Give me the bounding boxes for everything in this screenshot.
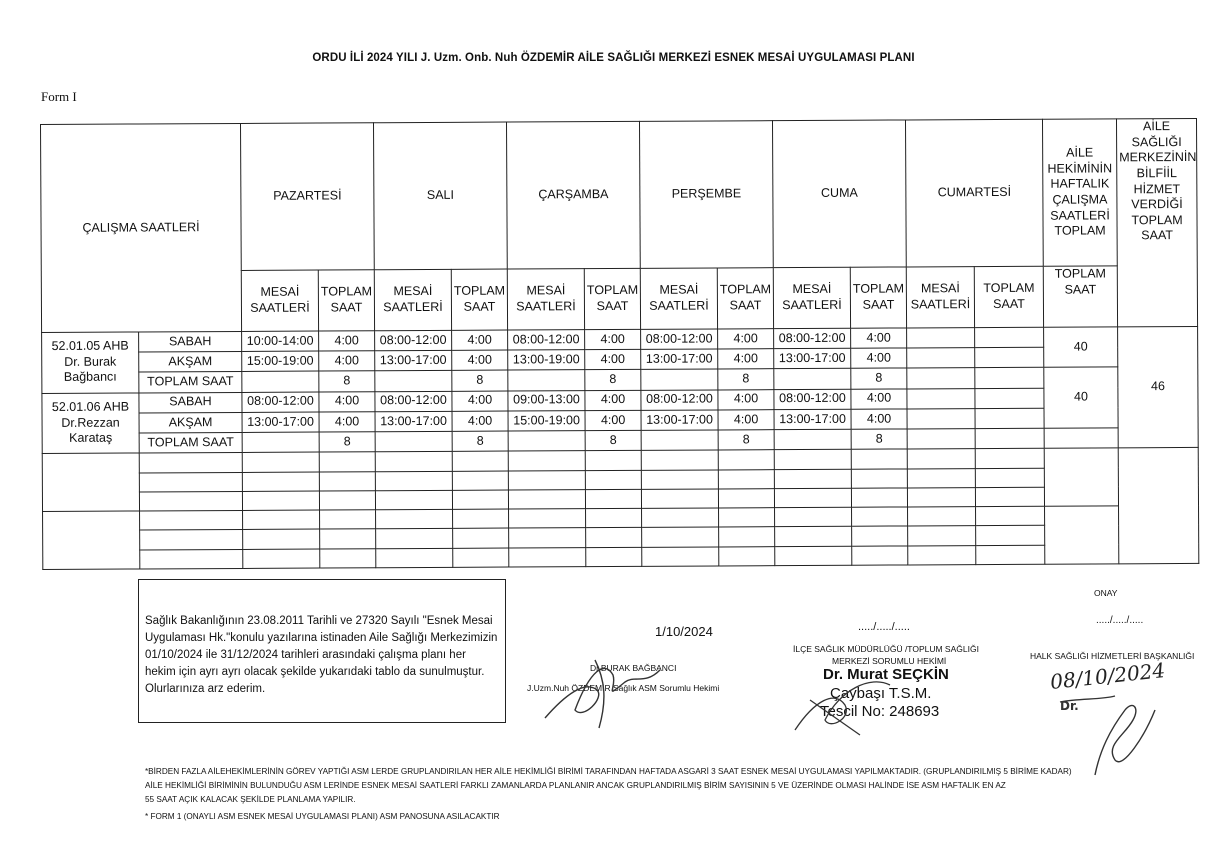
sub-header-mesai: MESAİ SAATLERİ <box>374 269 451 330</box>
day-header: PAZARTESİ <box>241 123 375 271</box>
empty-cell <box>641 450 718 470</box>
total-cell: 4:00 <box>452 330 508 351</box>
day-header: PERŞEMBE <box>640 121 774 269</box>
weekly-total: 40 <box>1044 327 1118 368</box>
empty-cell <box>320 548 376 568</box>
approval-text: Sağlık Bakanlığının 23.08.2011 Tarihli ve 27320 Sayılı "Esnek Mesai Uygulaması Hk."konulu yazılarına istinaden Aile Sağlığı Merkezimizin 01/10/2024 ile 31/12/2024 tarihleri arasındaki çalışma planı her hekim için ayrı ayrı olacak şekilde yukarıdaki tablo da sunulmuştur. <box>145 615 498 678</box>
hours-cell <box>907 408 975 429</box>
empty-cell <box>908 545 976 565</box>
total-cell <box>975 428 1044 449</box>
empty-cell <box>375 490 452 510</box>
empty-cell <box>851 449 907 469</box>
empty-cell <box>319 452 375 472</box>
empty-cell <box>718 450 774 470</box>
empty-cell <box>508 470 585 490</box>
signer1-title: J.Uzm.Nuh ÖZDEMİR Sağlık ASM Sorumlu Hekimi <box>527 683 720 693</box>
empty-cell <box>139 491 242 511</box>
sub-header-toplam: TOPLAM SAAT <box>451 269 507 330</box>
schedule-table <box>40 118 1199 570</box>
empty-cell <box>452 490 508 510</box>
day-header: ÇARŞAMBA <box>507 121 641 269</box>
total-cell: 8 <box>585 430 641 451</box>
row-label-aksam: AKŞAM <box>139 412 242 433</box>
total-cell: 4:00 <box>718 410 774 431</box>
total-cell: 4:00 <box>319 391 375 412</box>
empty-weekly-cell <box>1044 448 1118 506</box>
empty-cell <box>907 487 975 507</box>
day-header: CUMARTESİ <box>906 119 1044 267</box>
empty-cell <box>243 549 320 569</box>
empty-center-cell <box>1118 448 1199 564</box>
weekly-total: 40 <box>1044 367 1118 428</box>
hours-cell <box>907 368 975 389</box>
empty-cell <box>508 490 585 510</box>
hours-cell: 08:00-12:00 <box>641 390 718 411</box>
document-title: ORDU İLİ 2024 YILI J. Uzm. Onb. Nuh ÖZDEMİR AİLE SAĞLIĞI MERKEZİ ESNEK MESAİ UYGULAMASI PLANI <box>312 52 915 64</box>
hours-cell: 10:00-14:00 <box>242 331 319 352</box>
total-cell <box>975 347 1044 368</box>
total-cell: 4:00 <box>585 410 641 431</box>
total-cell <box>975 327 1044 348</box>
total-cell: 8 <box>585 370 641 391</box>
stamp-name: Dr. Murat SEÇKİN <box>823 666 949 683</box>
signature-1 <box>535 640 695 730</box>
total-cell: 4:00 <box>319 412 375 433</box>
empty-cell <box>774 488 851 508</box>
empty-cell <box>852 526 908 546</box>
total-cell: 4:00 <box>851 409 907 430</box>
empty-unit-cell <box>43 511 140 569</box>
empty-cell <box>585 470 641 490</box>
empty-cell <box>642 547 719 567</box>
total-cell: 4:00 <box>718 328 774 349</box>
sub-header-toplam: TOPLAM SAAT <box>974 266 1043 327</box>
day-header: SALI <box>374 122 508 270</box>
hours-cell: 08:00-12:00 <box>774 389 851 410</box>
empty-cell <box>320 510 376 530</box>
empty-cell <box>775 546 852 566</box>
hours-cell: 13:00-17:00 <box>375 350 452 371</box>
empty-cell <box>509 528 586 548</box>
row-label-sabah: SABAH <box>139 392 242 413</box>
empty-cell <box>641 489 718 509</box>
empty-cell <box>586 547 642 567</box>
empty-cell <box>908 507 976 527</box>
hours-cell: 08:00-12:00 <box>375 330 452 351</box>
footnote-1: *BİRDEN FAZLA AİLEHEKİMLERİNİN GÖREV YAPTIĞI ASM LERDE GRUPLANDIRILAN HER AİLE HEKİMLİĞİ BİRİMİ TARAFINDAN HAFTADA ASGARİ 3 SAAT ESNEK MESAİ UYGULAMASI YAPILMAKTADIR. (GRUPLANDIRILMIŞ 5 BİRİME KADAR) <box>145 767 1072 776</box>
empty-cell <box>453 548 509 568</box>
onay-date: ...../...../..... <box>1096 615 1144 626</box>
empty-cell <box>320 529 376 549</box>
hours-cell: 08:00-12:00 <box>242 392 319 413</box>
hours-cell <box>774 369 851 390</box>
stamp-registration: Tescil No: 248693 <box>820 703 940 720</box>
total-cell: 4:00 <box>851 328 907 349</box>
stamp-place: Çaybaşı T.S.M. <box>830 685 932 702</box>
plan-date: 1/10/2024 <box>655 624 713 639</box>
hours-cell: 13:00-17:00 <box>641 349 718 370</box>
district-title-1: İLÇE SAĞLIK MÜDÜRLÜĞÜ /TOPLUM SAĞLIĞI <box>793 644 979 654</box>
empty-cell <box>775 507 852 527</box>
day-header: CUMA <box>773 120 907 268</box>
empty-cell <box>586 508 642 528</box>
signature-3 <box>1055 690 1175 780</box>
empty-cell <box>586 528 642 548</box>
empty-cell <box>452 451 508 471</box>
weekly-hours-header: AİLE HEKİMİNİN HAFTALIK ÇALIŞMA SAATLERİ TOPLAM <box>1043 119 1118 266</box>
total-cell: 4:00 <box>585 329 641 350</box>
hours-cell <box>375 371 452 392</box>
empty-cell <box>775 527 852 547</box>
empty-cell <box>976 545 1045 565</box>
total-cell: 4:00 <box>452 350 508 371</box>
empty-cell <box>718 489 774 509</box>
empty-cell <box>140 549 243 569</box>
empty-cell <box>243 510 320 530</box>
empty-cell <box>585 451 641 471</box>
footnote-3: 55 SAAT AÇIK KALACAK ŞEKİLDE PLANLAMA YAPILIR. <box>145 795 356 804</box>
row-label-toplam: TOPLAM SAAT <box>139 433 242 454</box>
empty-cell <box>140 530 243 550</box>
weekly-sub-header: TOPLAM SAAT <box>1043 266 1117 327</box>
empty-cell <box>852 546 908 566</box>
form-label: Form I <box>41 89 77 104</box>
hours-cell <box>907 348 975 369</box>
total-cell: 8 <box>851 429 907 450</box>
empty-cell <box>641 470 718 490</box>
hours-cell <box>508 431 585 452</box>
sub-header-mesai: MESAİ SAATLERİ <box>640 268 717 329</box>
hours-cell <box>907 429 975 450</box>
empty-cell <box>139 453 242 473</box>
corner-header: ÇALIŞMA SAATLERİ <box>41 123 242 332</box>
empty-cell <box>719 527 775 547</box>
approval-closing: Olurlarınıza arz ederim. <box>145 683 266 695</box>
empty-cell <box>452 471 508 491</box>
sub-header-toplam: TOPLAM SAAT <box>717 268 773 329</box>
total-cell: 4:00 <box>851 348 907 369</box>
total-cell: 4:00 <box>718 389 774 410</box>
hours-cell <box>907 388 975 409</box>
unit-name: 52.01.05 AHB Dr. Burak Bağbancı <box>42 332 139 393</box>
row-label-aksam: AKŞAM <box>139 351 242 372</box>
empty-cell <box>642 508 719 528</box>
center-total: 46 <box>1118 326 1199 448</box>
center-hours-header: AİLE SAĞLIĞI MERKEZİNİN BİLFİİL HİZMET VERDİĞİ TOPLAM SAAT <box>1117 118 1198 326</box>
onay-label: ONAY <box>1094 588 1118 598</box>
hours-cell: 09:00-13:00 <box>508 390 585 411</box>
total-cell: 4:00 <box>452 391 508 412</box>
hours-cell: 08:00-12:00 <box>774 328 851 349</box>
director-title: HALK SAĞLIĞI HİZMETLERİ BAŞKANLIĞI <box>1030 651 1195 661</box>
empty-cell <box>376 509 453 529</box>
total-cell: 4:00 <box>319 331 375 352</box>
hours-cell: 15:00-19:00 <box>508 410 585 431</box>
empty-cell <box>975 449 1044 469</box>
sub-header-mesai: MESAİ SAATLERİ <box>906 267 974 328</box>
total-cell: 8 <box>718 369 774 390</box>
empty-cell <box>508 451 585 471</box>
district-date: ...../...../..... <box>858 621 910 633</box>
hours-cell: 13:00-17:00 <box>774 348 851 369</box>
signer1-name: Dr.BURAK BAĞBANCI <box>590 663 677 673</box>
empty-cell <box>376 548 453 568</box>
hours-cell <box>641 430 718 451</box>
hours-cell: 13:00-17:00 <box>641 410 718 431</box>
empty-cell <box>319 471 375 491</box>
footnote-2: AİLE HEKİMLİĞİ BİRİMİNİN BULUNDUĞU ASM LERİNDE ESNEK MESAİ SAATLERİ FARKLI ZAMANLARDA PLANLANIR ANCAK GRUPLANDIRILMIŞ BİRİM SAYISININ 5 VE ÜZERİNDE OLMASI HALİNDE İSE ASM HAFTALIK EN AZ <box>145 781 1006 790</box>
total-cell <box>975 388 1044 409</box>
approval-text-box <box>138 579 506 723</box>
total-cell: 8 <box>851 368 907 389</box>
signature-2 <box>790 660 910 740</box>
hours-cell: 15:00-19:00 <box>242 351 319 372</box>
footnote-4: * FORM 1 (ONAYLI ASM ESNEK MESAİ UYGULAMASI PLANI) ASM PANOSUNA ASILACAKTIR <box>145 812 500 821</box>
hours-cell <box>375 431 452 452</box>
hours-cell: 13:00-17:00 <box>774 409 851 430</box>
sub-header-toplam: TOPLAM SAAT <box>850 267 906 328</box>
total-cell: 8 <box>452 370 508 391</box>
district-title-2: MERKEZİ SORUMLU HEKİMİ <box>832 656 947 666</box>
empty-cell <box>774 469 851 489</box>
empty-unit-cell <box>42 453 139 511</box>
hours-cell <box>774 429 851 450</box>
hours-cell <box>641 369 718 390</box>
empty-cell <box>774 450 851 470</box>
sub-header-toplam: TOPLAM SAAT <box>584 268 640 329</box>
hours-cell <box>508 370 585 391</box>
svg-text:Dr.: Dr. <box>1060 699 1079 713</box>
empty-cell <box>719 508 775 528</box>
empty-cell <box>509 547 586 567</box>
hours-cell: 08:00-12:00 <box>375 391 452 412</box>
empty-cell <box>242 472 319 492</box>
empty-cell <box>509 509 586 529</box>
empty-cell <box>243 529 320 549</box>
sub-header-mesai: MESAİ SAATLERİ <box>507 269 584 330</box>
empty-cell <box>242 491 319 511</box>
total-cell: 8 <box>718 430 774 451</box>
empty-cell <box>375 452 452 472</box>
empty-cell <box>319 491 375 511</box>
total-cell: 8 <box>319 432 375 453</box>
hours-cell <box>242 432 319 453</box>
empty-cell <box>585 489 641 509</box>
hours-cell: 13:00-17:00 <box>242 412 319 433</box>
unit-name: 52.01.06 AHB Dr.Rezzan Karataş <box>42 393 139 454</box>
empty-cell <box>907 449 975 469</box>
empty-cell <box>242 452 319 472</box>
hours-cell <box>907 327 975 348</box>
empty-cell <box>976 526 1045 546</box>
empty-cell <box>718 469 774 489</box>
handwritten-date: 08/10/2024 <box>1049 658 1167 694</box>
empty-cell <box>375 471 452 491</box>
total-cell: 4:00 <box>718 349 774 370</box>
hours-cell: 13:00-19:00 <box>508 350 585 371</box>
empty-cell <box>139 472 242 492</box>
empty-cell <box>453 509 509 529</box>
hours-cell <box>242 371 319 392</box>
total-cell <box>975 368 1044 389</box>
empty-cell <box>851 488 907 508</box>
empty-cell <box>975 487 1044 507</box>
empty-cell <box>376 529 453 549</box>
total-cell: 4:00 <box>585 390 641 411</box>
empty-cell <box>851 469 907 489</box>
empty-cell <box>976 506 1045 526</box>
empty-cell <box>140 511 243 531</box>
sub-header-mesai: MESAİ SAATLERİ <box>773 267 850 328</box>
total-cell: 4:00 <box>452 411 508 432</box>
empty-cell <box>719 546 775 566</box>
hours-cell: 08:00-12:00 <box>508 329 585 350</box>
empty-cell <box>852 507 908 527</box>
row-label-sabah: SABAH <box>139 331 242 352</box>
empty-cell <box>975 468 1044 488</box>
empty-weekly-cell <box>1045 506 1119 564</box>
sub-header-mesai: MESAİ SAATLERİ <box>241 270 318 331</box>
total-cell: 8 <box>319 371 375 392</box>
hours-cell: 13:00-17:00 <box>375 411 452 432</box>
total-cell: 8 <box>452 431 508 452</box>
empty-cell <box>453 528 509 548</box>
hours-cell: 08:00-12:00 <box>641 329 718 350</box>
empty-cell <box>907 468 975 488</box>
total-cell: 4:00 <box>851 389 907 410</box>
total-cell <box>975 408 1044 429</box>
empty-cell <box>642 527 719 547</box>
empty-cell <box>908 526 976 546</box>
total-cell: 4:00 <box>585 349 641 370</box>
sub-header-toplam: TOPLAM SAAT <box>318 270 374 331</box>
row-label-toplam: TOPLAM SAAT <box>139 372 242 393</box>
total-cell: 4:00 <box>319 351 375 372</box>
